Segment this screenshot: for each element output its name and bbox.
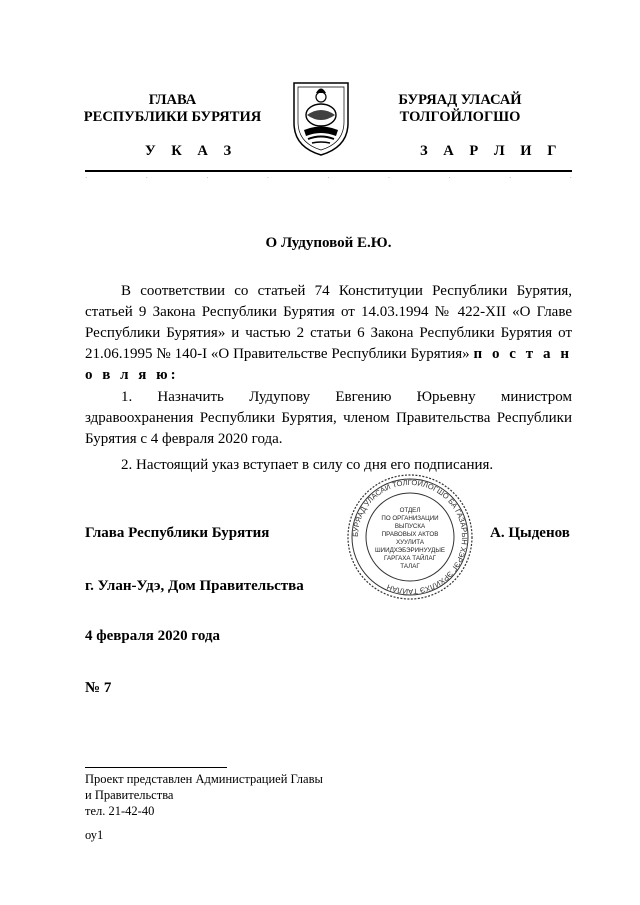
footer-line-1: Проект представлен Администрацией Главы <box>85 772 323 786</box>
header-right <box>360 92 560 126</box>
document-title: О Лудуповой Е.Ю. <box>265 235 392 251</box>
stamp-line-7: ГАРГАХА ТАЙЛАГ <box>384 555 436 562</box>
item-2: 2. Настоящий указ вступает в силу со дня его подписания. <box>121 457 494 473</box>
official-stamp <box>345 472 475 602</box>
header-dotted-line: · · · · · · · · · <box>85 174 572 182</box>
stamp-line-2: ПО ОРГАНИЗАЦИИ <box>381 515 439 522</box>
item-1: 1. Назначить Лудупову Евгению Юрьевну министром здравоохранения Республики Бурятия, членом Правительства Республики Бурятия с 4 февраля 2020 года. <box>85 389 572 447</box>
doc-type-left: У К А З <box>145 143 238 159</box>
doc-type-right: З А Р Л И Г <box>420 143 563 159</box>
header-right-line1: БУРЯАД УЛАСАЙ <box>398 92 522 108</box>
footer-divider <box>85 767 227 768</box>
coat-of-arms-emblem <box>290 75 352 157</box>
decree-word: п о с т а н о в л я ю: <box>85 346 572 383</box>
signing-place: г. Улан-Удэ, Дом Правительства <box>85 578 304 594</box>
stamp-line-3: ВЫПУСКА <box>394 523 426 530</box>
signing-date: 4 февраля 2020 года <box>85 628 220 644</box>
footer-note <box>85 771 323 819</box>
stamp-line-4: ПРАВОВЫХ АКТОВ <box>381 531 439 538</box>
stamp-line-1: ОТДЕЛ <box>399 507 421 514</box>
preamble-text: В соответствии со статьей 74 Конституции Республики Бурятия, статьей 9 Закона Республики Бурятия от 14.03.1994 № 422-XII «О Главе Республики Бурятия» и частью 2 статьи 6 Закона Республики Бурятия от 21.06.1995 № 140-I «О Правительстве Республики Бурятия» <box>85 283 572 362</box>
footer-line-3: тел. 21-42-40 <box>85 804 155 818</box>
stamp-line-8: ТАЛАГ <box>400 563 420 570</box>
stamp-outer-text: БУРЯАД УЛАСАЙ ТОЛГОЙЛОГШО БА ГАЗАРЫН ХЭРЭГ ЭРХИЛХЭ ТАЙЛАН <box>350 477 470 597</box>
footer-line-2: и Правительства <box>85 788 174 802</box>
signatory-name: А. Цыденов <box>490 525 570 541</box>
signatory-position: Глава Республики Бурятия <box>85 525 270 541</box>
header-divider <box>85 170 572 172</box>
header-left <box>70 92 275 126</box>
footer-code: оу1 <box>85 828 104 842</box>
header-right-line2: ТОЛГОЙЛОГШО <box>399 109 521 125</box>
header-left-line2: РЕСПУБЛИКИ БУРЯТИЯ <box>83 109 262 125</box>
stamp-line-5: ХУУЛИТА <box>396 539 424 546</box>
header-left-line1: ГЛАВА <box>148 92 197 108</box>
decree-number: № 7 <box>85 680 112 696</box>
preamble-paragraph <box>85 281 572 386</box>
stamp-line-6: ШИИДХЭБЭРИНУУДЫЕ <box>375 547 445 554</box>
